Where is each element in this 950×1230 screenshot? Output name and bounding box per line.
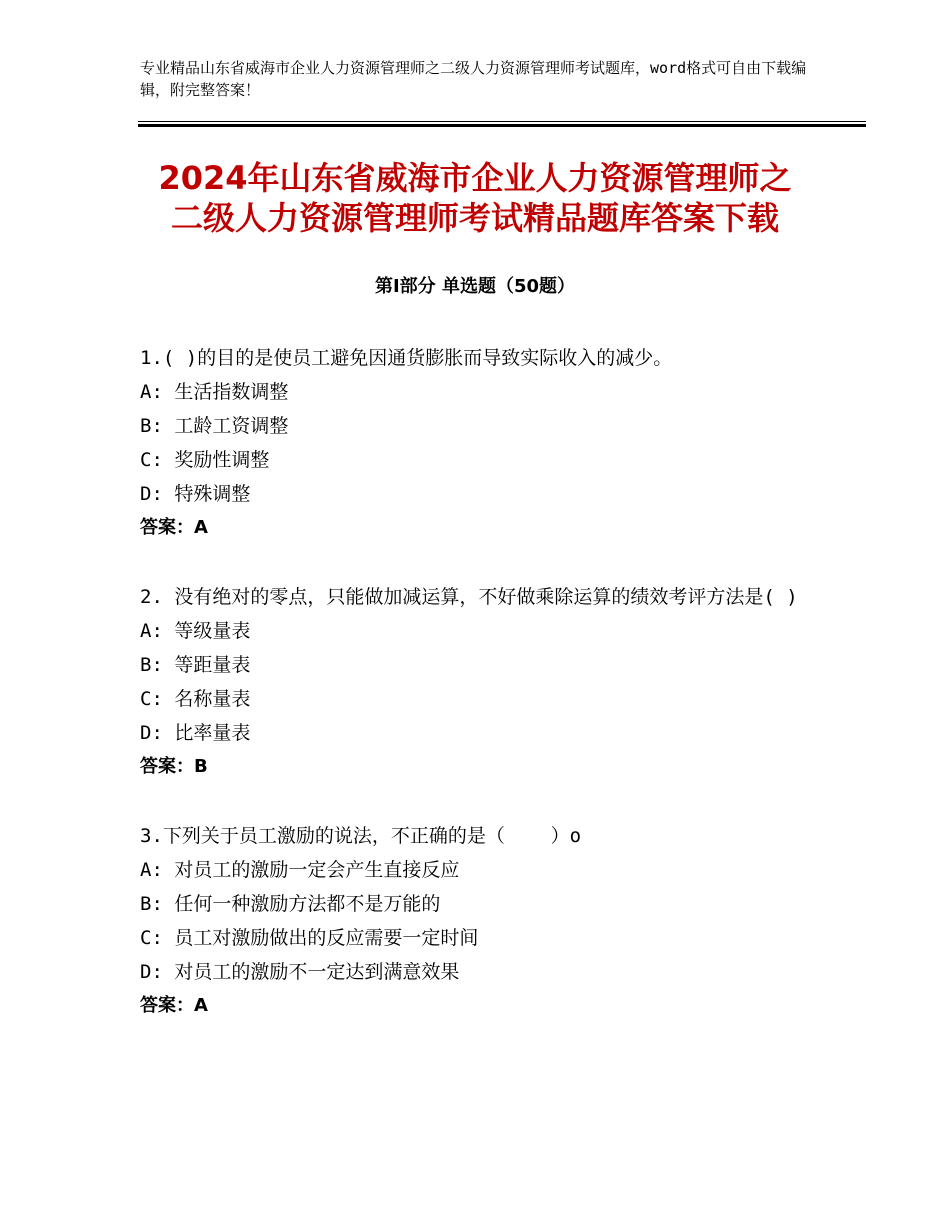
header-divider-thick: [138, 124, 866, 127]
option-c: C: 员工对激励做出的反应需要一定时间: [140, 927, 479, 949]
option-d: D: 对员工的激励不一定达到满意效果: [140, 961, 460, 983]
section-heading: 第Ⅰ部分 单选题（50题）: [374, 276, 575, 297]
option-d: D: 特殊调整: [140, 483, 251, 505]
option-b: B: 任何一种激励方法都不是万能的: [140, 893, 441, 915]
option-a: A: 等级量表: [140, 620, 251, 642]
option-b: B: 工龄工资调整: [140, 415, 289, 437]
question-3: [140, 819, 820, 1023]
option-a: A: 生活指数调整: [140, 381, 289, 403]
option-b: B: 等距量表: [140, 654, 251, 676]
question-list: [140, 341, 820, 1058]
option-d: D: 比率量表: [140, 722, 251, 744]
answer: 答案：A: [140, 995, 208, 1016]
option-c: C: 名称量表: [140, 688, 251, 710]
header-divider-thin: [138, 121, 866, 122]
answer: 答案：B: [140, 756, 208, 777]
option-a: A: 对员工的激励一定会产生直接反应: [140, 859, 460, 881]
document-title-line-2: 二级人力资源管理师考试精品题库答案下载: [170, 199, 779, 237]
question-stem: 1.( )的目的是使员工避免因通货膨胀而导致实际收入的减少。: [140, 347, 673, 369]
document-title: [100, 158, 850, 238]
document-title-line-1: 2024年山东省威海市企业人力资源管理师之: [158, 159, 792, 197]
answer: 答案：A: [140, 517, 208, 538]
header-note: 专业精品山东省威海市企业人力资源管理师之二级人力资源管理师考试题库，word格式可自由下载编辑，附完整答案！: [140, 59, 807, 99]
question-stem: 2. 没有绝对的零点，只能做加减运算，不好做乘除运算的绩效考评方法是( ): [140, 586, 798, 608]
question-stem: 3.下列关于员工激励的说法，不正确的是（ ）o: [140, 825, 582, 847]
question-2: [140, 580, 820, 784]
question-1: [140, 341, 820, 545]
option-c: C: 奖励性调整: [140, 449, 270, 471]
